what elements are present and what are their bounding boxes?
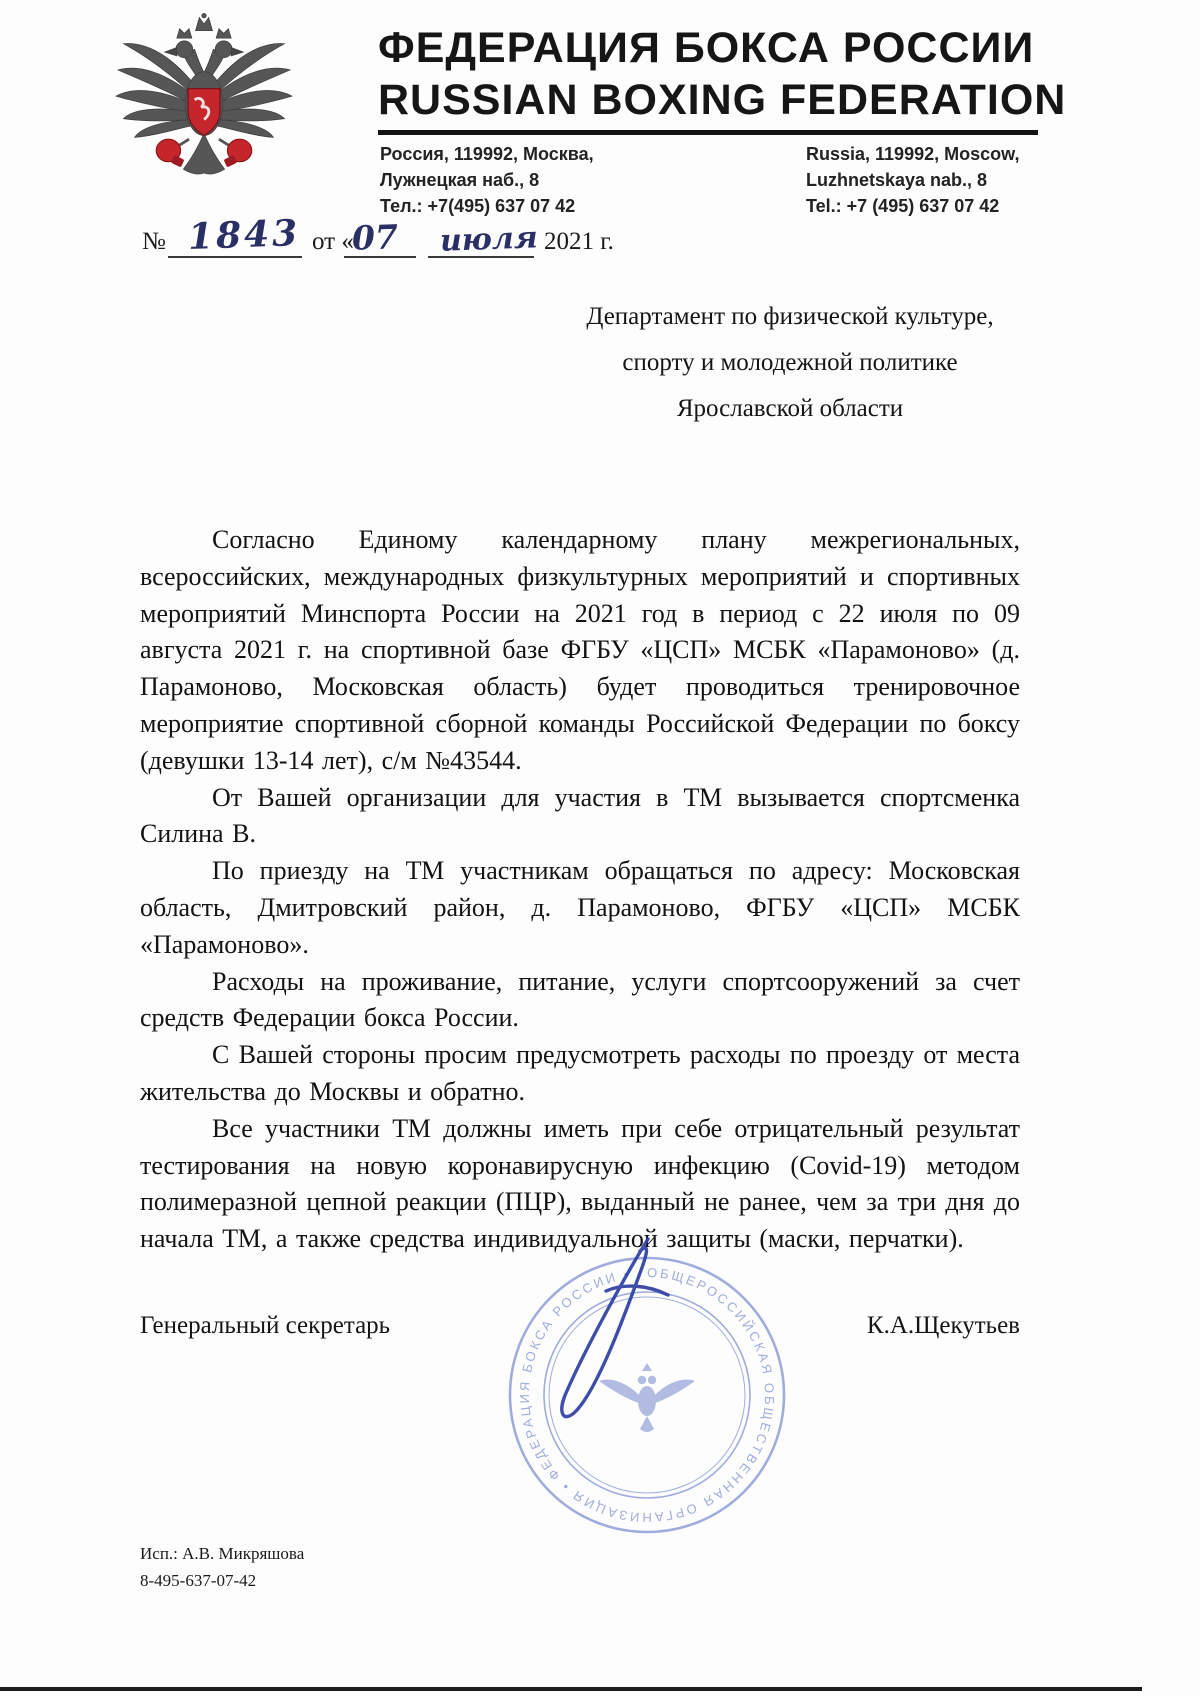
body-paragraph: Все участники ТМ должны иметь при себе отрицательный результат тестирования на новую коронавирусную инфекцию (Covid-19) методом полимеразной цепной реакции (ПЦР), выданный не ранее, чем за три дня до начала ТМ, а также средства индивидуальной защиты (маски, перчатки).	[140, 1113, 1020, 1254]
number-label: №	[142, 228, 166, 255]
handwritten-day: 07	[351, 217, 399, 258]
letter-body	[140, 522, 1020, 1258]
date-from-label: от «	[312, 228, 354, 255]
body-paragraph: Расходы на проживание, питание, услуги спортсооружений за счет средств Федерации бокса России.	[140, 966, 1020, 1033]
address-ru-line1: Россия, 119992, Москва,	[380, 144, 594, 164]
recipient-line: Ярославской области	[676, 395, 904, 422]
letterhead-divider	[378, 130, 1038, 135]
body-paragraph: По приезду на ТМ участникам обращаться по адресу: Московская область, Дмитровский район, д. Парамоново, ФГБУ «ЦСП» МСБК «Парамоново».	[140, 856, 1020, 959]
address-en-line3: Tel.: +7 (495) 637 07 42	[806, 196, 1000, 216]
double-headed-eagle-emblem-icon	[110, 10, 298, 216]
eagle-tail	[183, 134, 224, 174]
signatory-position: Генеральный секретарь	[140, 1312, 391, 1339]
address-ru-line2: Лужнецкая наб., 8	[380, 170, 540, 190]
executor-name: Исп.: А.В. Микряшова	[140, 1544, 305, 1563]
address-en	[806, 141, 1019, 219]
executor-block	[140, 1540, 304, 1594]
body-paragraph: Согласно Единому календарному плану межрегиональных, всероссийских, международных физкультурных мероприятий и спортивных мероприятий Минспорта России на 2021 год в период с 22 июля по 09 августа 2021 г. на спортивной базе ФГБУ «ЦСП» МСБК «Парамоново» (д. Парамоново, Московская область) будет проводиться тренировочное мероприятие спортивной сборной команды Российской Федерации по боксу (девушки 13-14 лет), с/м №43544.	[140, 525, 1020, 775]
address-ru-line3: Тел.: +7(495) 637 07 42	[380, 196, 576, 216]
handwritten-month: июля	[439, 220, 539, 259]
body-paragraph: С Вашей стороны просим предусмотреть расходы по проезду от места жительства до Москвы и обратно.	[140, 1040, 1020, 1106]
recipient-line: спорту и молодежной политике	[622, 349, 958, 376]
address-ru	[380, 141, 594, 219]
scan-edge-line	[0, 1687, 1142, 1691]
org-name-ru: ФЕДЕРАЦИЯ БОКСА РОССИИ	[378, 24, 1035, 72]
address-en-line1: Russia, 119992, Moscow,	[806, 144, 1020, 164]
year-label: 2021 г.	[544, 228, 614, 255]
signature-row	[140, 1312, 1020, 1340]
recipient-block	[552, 294, 1028, 432]
body-paragraph: От Вашей организации для участия в ТМ вызывается спортсменка Силина В.	[140, 782, 1020, 849]
executor-phone: 8-495-637-07-42	[140, 1571, 257, 1590]
stamp-ring-text: ОБЩЕРОССИЙСКАЯ ОБЩЕСТВЕННАЯ ОРГАНИЗАЦИЯ • ФЕДЕРАЦИЯ БОКСА РОССИИ •	[516, 1264, 778, 1526]
signatory-name: К.А.Щекутьев	[866, 1312, 1020, 1339]
org-name-en: RUSSIAN BOXING FEDERATION	[378, 76, 1067, 124]
recipient-line: Департамент по физической культуре,	[586, 303, 994, 330]
handwritten-number: 1843	[187, 212, 301, 258]
address-en-line2: Luzhnetskaya nab., 8	[806, 170, 988, 190]
